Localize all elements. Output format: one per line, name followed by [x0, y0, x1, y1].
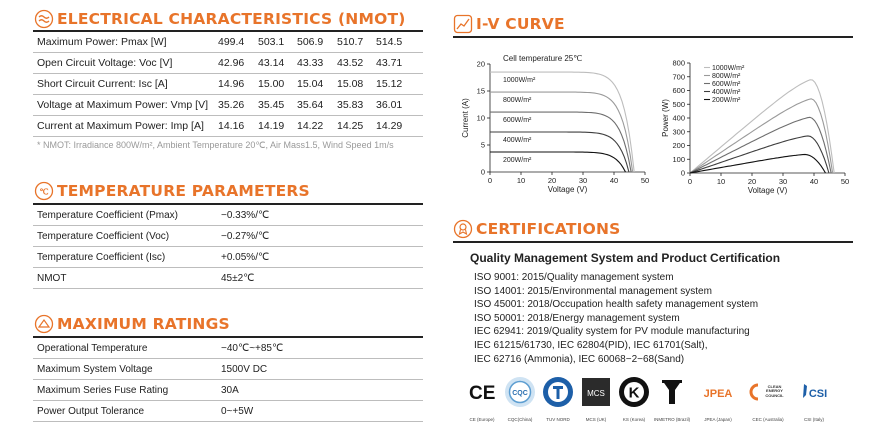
pv-series-line	[690, 154, 826, 173]
electrical-row-value: 14.22	[297, 120, 324, 132]
electrical-row-value: 510.7	[337, 36, 364, 48]
thermometer-icon	[34, 181, 54, 201]
y-tick-label: 300	[672, 127, 685, 137]
y-tick-label: 15	[476, 86, 485, 96]
jpea-logo-caption: JPEA (Japan)	[704, 417, 732, 422]
iv-series-label: 200W/m²	[503, 157, 532, 165]
electrical-row	[33, 74, 423, 95]
ratings-row	[33, 380, 423, 401]
temperature-row-value: +0.05%/℃	[221, 251, 270, 263]
electrical-row-value: 43.14	[258, 57, 285, 69]
electrical-row-value: 514.5	[376, 36, 403, 48]
chart-icon	[453, 14, 473, 34]
ratings-section-title	[34, 314, 230, 334]
certifications-list	[474, 271, 758, 366]
x-tick-label: 50	[840, 177, 850, 186]
electrical-row-label: Short Circuit Current: Isc [A]	[37, 78, 168, 90]
tuv-nord-logo	[542, 376, 574, 424]
jpea-logo	[698, 376, 738, 424]
temperature-section-title	[34, 181, 310, 201]
x-tick-label: 20	[747, 177, 757, 186]
certification-item: ISO 9001: 2015/Quality management system	[474, 272, 674, 283]
ratings-row-label: Operational Temperature	[37, 342, 148, 354]
cec-logo	[748, 376, 788, 424]
x-tick-label: 40	[609, 176, 619, 185]
electrical-row-label: Maximum Power: Pmax [W]	[37, 36, 167, 48]
electrical-row	[33, 53, 423, 74]
electrical-row-label: Current at Maximum Power: Imp [A]	[37, 120, 204, 132]
ratings-row-value: 1500V DC	[221, 363, 268, 375]
electrical-row-value: 14.96	[218, 78, 245, 90]
iv-title: I-V CURVE	[476, 15, 565, 33]
x-tick-label: 0	[487, 176, 493, 185]
legend-label: 400W/m²	[712, 89, 741, 96]
x-axis-title: Voltage (V)	[547, 185, 588, 194]
temperature-row-value: 45±2℃	[221, 272, 255, 284]
temperature-title: TEMPERATURE PARAMETERS	[57, 182, 310, 200]
csi-logo-mark: CSI	[808, 388, 828, 400]
cqc-logo	[504, 376, 536, 424]
cqc-logo-caption: CQC(China)	[507, 417, 533, 422]
legend-label: 800W/m²	[712, 73, 741, 80]
x-tick-label: 20	[547, 176, 557, 185]
ratings-row-value: 30A	[221, 384, 239, 396]
electrical-row-value: 499.4	[218, 36, 245, 48]
temperature-row-label: Temperature Coefficient (Pmax)	[37, 209, 178, 221]
inmetro-logo-caption: INMETRO (Brazil)	[653, 417, 691, 422]
ks-logo-mark: K	[628, 384, 640, 402]
iv-series-label: 400W/m²	[503, 137, 532, 145]
y-tick-label: 200	[672, 141, 685, 150]
cqc-logo-mark: CQC	[512, 390, 528, 397]
nmot-note: * NMOT: Irradiance 800W/m², Ambient Temperature 20℃, Air Mass1.5, Wind Speed 1m/s	[37, 140, 394, 150]
iv-section-title	[453, 14, 565, 34]
electrical-row-value: 14.16	[218, 120, 245, 132]
certification-item: IEC 61215/61730, IEC 62804(PID), IEC 61701(Salt),	[474, 339, 708, 351]
ce-logo-mark: CE	[469, 383, 496, 404]
csi-logo	[796, 376, 832, 424]
mcs-logo	[580, 376, 612, 424]
x-tick-label: 50	[640, 176, 650, 185]
current-voltage-chart	[455, 48, 665, 198]
legend-label: 600W/m²	[712, 81, 741, 88]
temperature-row-label: Temperature Coefficient (Isc)	[37, 251, 166, 263]
iv-top-rule	[453, 36, 853, 38]
electrical-row	[33, 116, 423, 137]
x-tick-label: 0	[687, 177, 693, 186]
y-axis-title: Current (A)	[461, 98, 470, 138]
electrical-section-title	[34, 9, 406, 29]
ratings-row-label: Power Output Tolerance	[37, 405, 145, 417]
temperature-row-label: NMOT	[37, 272, 67, 284]
electrical-title: ELECTRICAL CHARACTERISTICS (NMOT)	[57, 10, 406, 28]
certifications-title: CERTIFICATIONS	[476, 220, 621, 238]
electrical-row-value: 14.29	[376, 120, 403, 132]
certificate-icon	[453, 219, 473, 239]
csi-logo-caption: CSI (Italy)	[803, 417, 824, 422]
x-tick-label: 40	[809, 177, 819, 186]
ratings-row-value: −40℃~+85℃	[221, 342, 284, 354]
y-tick-label: 0	[480, 167, 485, 177]
iv-series-label: 600W/m²	[503, 117, 532, 125]
y-tick-label: 20	[476, 59, 485, 69]
certifications-heading: Quality Management System and Product Certification	[470, 251, 781, 265]
electrical-row-value: 15.12	[376, 78, 403, 90]
electrical-row-value: 42.96	[218, 57, 245, 69]
temperature-row	[33, 226, 423, 247]
iv-series-label: 800W/m²	[503, 97, 532, 105]
x-tick-label: 10	[516, 176, 526, 185]
temperature-row	[33, 205, 423, 226]
y-tick-label: 100	[672, 154, 685, 164]
y-tick-label: 5	[480, 140, 485, 150]
electrical-row-value: 43.33	[297, 57, 324, 69]
x-tick-label: 10	[716, 177, 726, 186]
certifications-section-title	[453, 219, 621, 239]
electrical-row-value: 35.45	[258, 99, 285, 111]
electrical-row-value: 43.71	[376, 57, 403, 69]
temperature-row-label: Temperature Coefficient (Voc)	[37, 230, 170, 242]
chart-title: Cell temperature 25℃	[503, 54, 583, 63]
legend-label: 200W/m²	[712, 97, 741, 104]
x-tick-label: 30	[778, 177, 788, 186]
power-voltage-chart	[650, 48, 860, 198]
x-axis-title: Voltage (V)	[747, 186, 788, 195]
electrical-row-value: 35.26	[218, 99, 245, 111]
temperature-row	[33, 247, 423, 268]
ks-logo-caption: KS (Korea)	[622, 417, 646, 422]
inmetro-logo	[653, 376, 691, 424]
electrical-row-value: 36.01	[376, 99, 403, 111]
temperature-row-value: −0.27%/℃	[221, 230, 270, 242]
electrical-row	[33, 95, 423, 116]
x-tick-label: 30	[578, 176, 588, 185]
cec-logo-mark: CLEAN ENERGY COUNCIL	[765, 385, 784, 398]
jpea-logo-mark: JPEA	[703, 388, 733, 400]
y-tick-label: 800	[672, 58, 685, 68]
ratings-row	[33, 338, 423, 359]
electrical-row-value: 14.19	[258, 120, 285, 132]
electrical-row-value: 15.08	[337, 78, 364, 90]
y-tick-label: 0	[680, 168, 685, 178]
electrical-row-value: 35.64	[297, 99, 324, 111]
mcs-logo-mark: MCS	[587, 389, 605, 398]
electrical-row-value: 43.52	[337, 57, 364, 69]
ratings-title: MAXIMUM RATINGS	[57, 315, 230, 333]
svg-text:℃: ℃	[39, 187, 49, 197]
legend-label: 1000W/m²	[712, 65, 745, 72]
electrical-row-value: 14.25	[337, 120, 364, 132]
electrical-row-value: 15.00	[258, 78, 285, 90]
ratings-row	[33, 359, 423, 380]
certification-logos	[466, 376, 836, 424]
certification-item: ISO 14001: 2015/Environmental management system	[474, 285, 712, 297]
certification-item: ISO 50001: 2018/Energy management system	[474, 312, 680, 324]
electrical-row-value: 35.83	[337, 99, 364, 111]
y-tick-label: 600	[672, 86, 685, 95]
y-tick-label: 400	[672, 113, 685, 123]
iv-series-label: 1000W/m²	[503, 77, 536, 85]
certification-item: ISO 45001: 2018/Occupation health safety management system	[474, 299, 759, 311]
y-tick-label: 10	[476, 113, 485, 123]
certification-item: IEC 62941: 2019/Quality system for PV module manufacturing	[474, 326, 750, 338]
ratings-row-label: Maximum Series Fuse Rating	[37, 384, 169, 396]
tuv-nord-logo-caption: TUV NORD	[546, 417, 570, 422]
electrical-row-value: 15.04	[297, 78, 324, 90]
ratings-row	[33, 401, 423, 422]
certifications-top-rule	[453, 241, 853, 243]
electrical-row	[33, 32, 423, 53]
ratings-icon	[34, 314, 54, 334]
y-tick-label: 500	[672, 99, 685, 109]
cec-logo-caption: CEC (Australia)	[752, 417, 784, 422]
ratings-row-value: 0~+5W	[221, 405, 254, 417]
y-axis-title: Power (W)	[661, 99, 670, 137]
certification-item: IEC 62716 (Ammonia), IEC 60068−2−68(Sand)	[474, 353, 685, 365]
ce-logo	[466, 376, 498, 424]
temperature-row-value: −0.33%/℃	[221, 209, 270, 221]
electrical-row-value: 506.9	[297, 36, 324, 48]
ratings-row-label: Maximum System Voltage	[37, 363, 153, 375]
electrical-row-label: Open Circuit Voltage: Voc [V]	[37, 57, 173, 69]
electrical-row-value: 503.1	[258, 36, 285, 48]
mcs-logo-caption: MCS (UK)	[585, 417, 607, 422]
electric-icon	[34, 9, 54, 29]
electrical-row-label: Voltage at Maximum Power: Vmp [V]	[37, 99, 208, 111]
ks-logo	[618, 376, 650, 424]
temperature-row	[33, 268, 423, 289]
y-tick-label: 700	[672, 72, 685, 82]
ce-logo-caption: CE (Europe)	[469, 417, 495, 422]
